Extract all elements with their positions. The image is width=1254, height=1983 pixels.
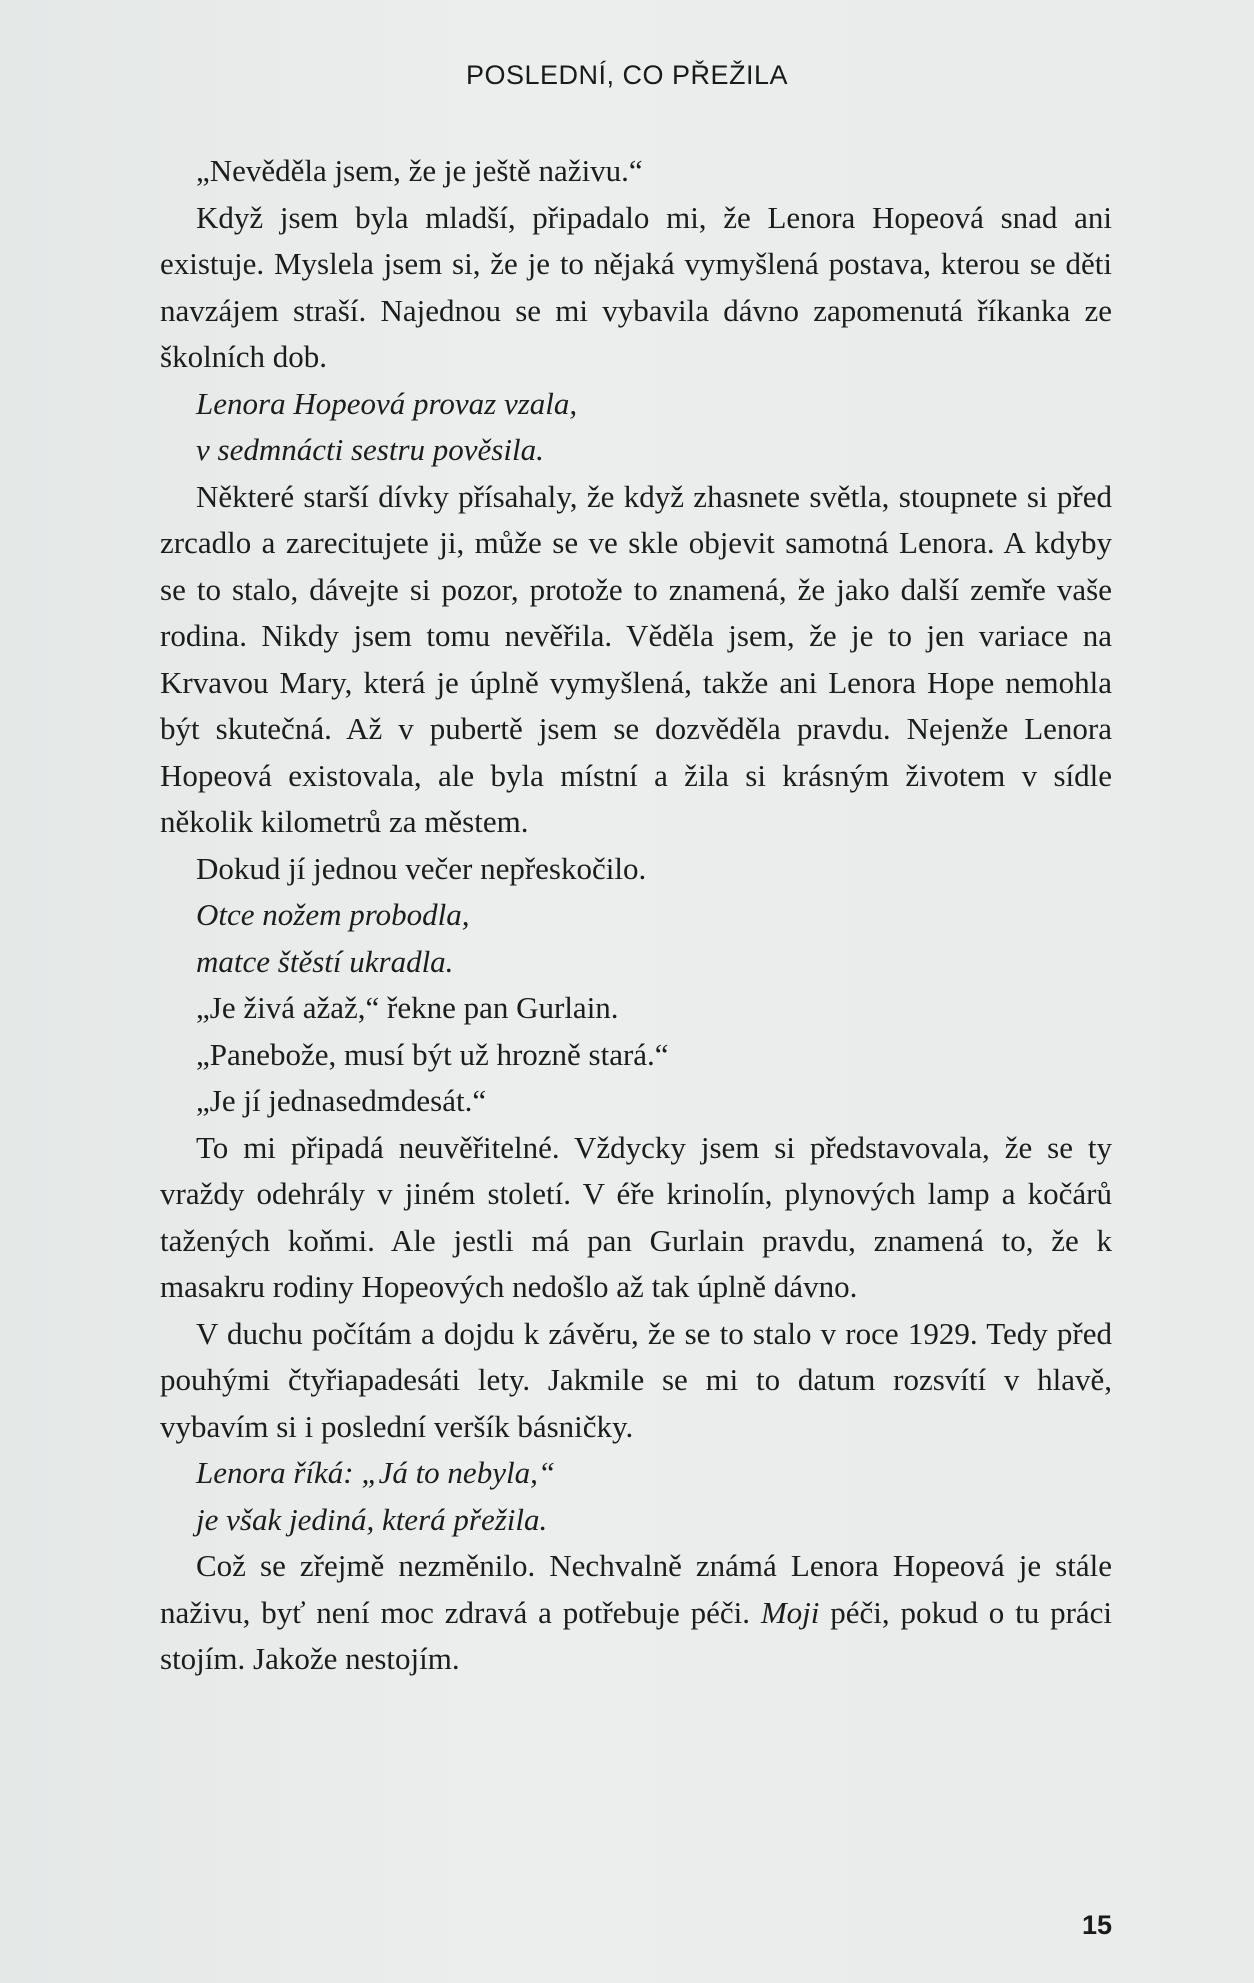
verse-line: je však jediná, která přežila. [196,1501,548,1537]
paragraph: V duchu počítám a dojdu k závěru, že se to stalo v roce 1929. Tedy před pouhými čtyřiapadesáti lety. Jakmile se mi to datum rozsvítí v hlavě, vybavím si i poslední veršík básničky. [160,1315,1112,1444]
paragraph-text: Což se zřejmě nezměnilo. Nechvalně známá Lenora Hopeová je stále naživu, byť není moc zdravá a potřebuje péči. [160,1548,1112,1630]
paragraph: Některé starší dívky přísahaly, že když zhasnete světla, stoupnete si před zrcadlo a zarecitujete ji, může se ve skle objevit samotná Lenora. A kdyby se to stalo, dávejte si pozor, protože to znamená, že jako další zemře vaše rodina. Nikdy jsem tomu nevěřila. Věděla jsem, že je to jen variace na Krvavou Mary, která je úplně vymyšlená, takže ani Lenora Hope nemohla být skutečná. Až v pubertě jsem se dozvěděla pravdu. Nejenže Lenora Hopeová existovala, ale byla místní a žila si krásným životem v sídle několik kilometrů za městem. [160,478,1112,839]
page-number: 15 [1081,1910,1112,1940]
paragraph: „Nevěděla jsem, že je ještě naživu.“ [196,153,643,188]
paragraph: Dokud jí jednou večer nepřeskočilo. [196,850,647,886]
emphasis-text: Moji [760,1594,820,1630]
dialogue-line: „Panebože, musí být už hrozně stará.“ [196,1036,669,1072]
paragraph-text: péči, pokud o tu práci stojím. Jakože nestojím. [160,1594,1113,1676]
verse-line: v sedmnácti sestru pověsila. [196,432,544,467]
dialogue-line: „Je živá ažaž,“ řekne pan Gurlain. [196,990,619,1025]
body-text [160,148,1112,1683]
verse-line: Otce nožem probodla, [196,897,470,932]
verse-line: Lenora Hopeová provaz vzala, [196,385,578,421]
paragraph: To mi připadá neuvěřitelné. Vždycky jsem si představovala, že se ty vraždy odehrály v jiném století. V éře krinolín, plynových lamp a kočárů tažených koňmi. Ale jestli má pan Gurlain pravdu, znamená to, že k masakru rodiny Hopeových nedošlo až tak úplně dávno. [160,1129,1112,1304]
paragraph: Když jsem byla mladší, připadalo mi, že Lenora Hopeová snad ani existuje. Myslela jsem si, že je to nějaká vymyšlená postava, kterou se děti navzájem straší. Najednou se mi vybavila dávno zapomenutá říkanka ze školních dob. [160,199,1112,374]
dialogue-line: „Je jí jednasedmdesát.“ [196,1083,487,1118]
verse-line: Lenora říká: „Já to nebyla,“ [196,1455,556,1490]
paragraph [160,1543,1112,1683]
verse-line: matce štěstí ukradla. [196,943,454,979]
running-head: POSLEDNÍ, CO PŘEŽILA [465,60,789,90]
